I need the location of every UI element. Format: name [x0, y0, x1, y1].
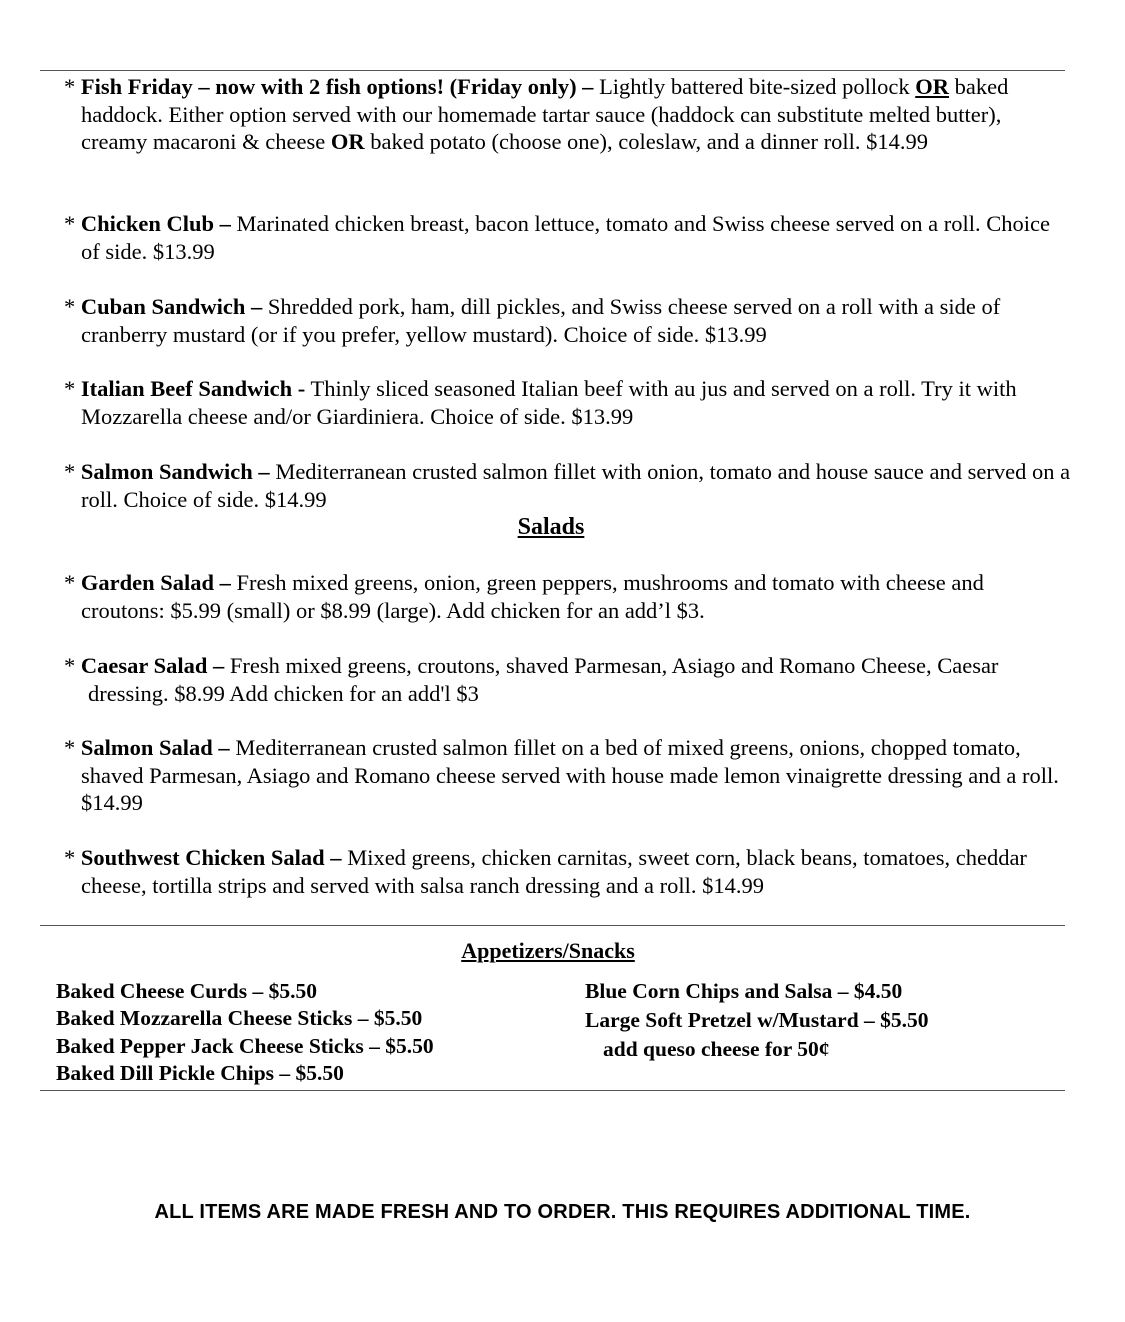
top-divider — [40, 70, 1065, 71]
appetizer-addon: add queso cheese for 50¢ — [603, 1037, 830, 1061]
item-name: Italian Beef Sandwich - — [80, 376, 306, 401]
menu-item-southwest-chicken-salad: * Southwest Chicken Salad – Mixed greens, chicken carnitas, sweet corn, black beans, tomatoes, cheddar cheese, tortilla strips and served with salsa ranch dressing and a roll. $14.99 — [64, 845, 1027, 898]
appetizer-item: Baked Dill Pickle Chips – $5.50 — [56, 1061, 344, 1085]
menu-item-garden-salad: * Garden Salad – Fresh mixed greens, onion, green peppers, mushrooms and tomato with cheese and croutons: $5.99 (small) or $8.99 (large). Add chicken for an add’l $3. — [64, 570, 984, 623]
menu-item-salmon-salad: * Salmon Salad – Mediterranean crusted salmon fillet on a bed of mixed greens, onions, chopped tomato, shaved Parmesan, Asiago and Romano cheese served with house made lemon vinaigrette dressing and a roll. $14.99 — [64, 735, 1059, 815]
menu-item-salmon-sandwich: * Salmon Sandwich – Mediterranean crusted salmon fillet with onion, tomato and house sauce and served on a roll. Choice of side. $14.99 — [64, 459, 1071, 512]
item-name: Chicken Club – — [80, 211, 231, 236]
item-description: Mediterranean crusted salmon fillet with onion, tomato and house sauce and served on a roll. Choice of side. $14.99 — [81, 459, 1071, 512]
appetizer-item: Baked Pepper Jack Cheese Sticks – $5.50 — [56, 1034, 434, 1058]
item-description: Shredded pork, ham, dill pickles, and Swiss cheese served on a roll with a side of cranberry mustard (or if you prefer, yellow mustard). Choice of side. $13.99 — [81, 294, 1001, 347]
item-name: Fish Friday – now with 2 fish options! (Friday only) – — [80, 74, 594, 99]
appetizers-top-divider — [40, 925, 1065, 926]
or-emphasis: OR — [915, 74, 949, 99]
item-name: Salmon Salad – — [80, 735, 230, 760]
menu-item-caesar-salad: * Caesar Salad – Fresh mixed greens, croutons, shaved Parmesan, Asiago and Romano Cheese, Caesar dressing. $8.99 Add chicken for an add'l $3 — [64, 653, 999, 706]
appetizer-item: Baked Mozzarella Cheese Sticks – $5.50 — [56, 1006, 423, 1030]
menu-item-chicken-club: * Chicken Club – Marinated chicken breast, bacon lettuce, tomato and Swiss cheese served on a roll. Choice of side. $13.99 — [64, 211, 1051, 264]
item-description: Fresh mixed greens, onion, green peppers, mushrooms and tomato with cheese and croutons: $5.99 (small) or $8.99 (large). Add chicken for an add’l $3. — [81, 570, 984, 623]
item-name: Cuban Sandwich – — [80, 294, 263, 319]
appetizers-heading: Appetizers/Snacks — [461, 938, 635, 963]
appetizer-item: Blue Corn Chips and Salsa – $4.50 — [585, 979, 903, 1003]
item-name: Southwest Chicken Salad – — [80, 845, 342, 870]
item-description: Thinly sliced seasoned Italian beef with au jus and served on a roll. Try it with Mozzarella cheese and/or Giardiniera. Choice of side. $13.99 — [81, 376, 1017, 429]
item-description: Fresh mixed greens, croutons, shaved Parmesan, Asiago and Romano Cheese, Caesar dressing. $8.99 Add chicken for an add'l $3 — [88, 653, 999, 706]
appetizers-bottom-divider — [40, 1090, 1065, 1091]
menu-item-cuban-sandwich: * Cuban Sandwich – Shredded pork, ham, dill pickles, and Swiss cheese served on a roll with a side of cranberry mustard (or if you prefer, yellow mustard). Choice of side. $13.99 — [64, 294, 1001, 347]
item-name: Garden Salad – — [80, 570, 231, 595]
salads-heading: Salads — [517, 514, 585, 540]
menu-item-fish-friday: * Fish Friday – now with 2 fish options! (Friday only) – Lightly battered bite-sized pollock OR baked haddock. Either option served with our homemade tartar sauce (haddock can substitute melted butter), creamy macaroni & cheese OR baked potato (choose one), coleslaw, and a dinner roll. $14.99 — [64, 74, 1009, 154]
appetizer-item: Baked Cheese Curds – $5.50 — [56, 979, 318, 1003]
item-description: Mediterranean crusted salmon fillet on a bed of mixed greens, onions, chopped tomato, shaved Parmesan, Asiago and Romano cheese served with house made lemon vinaigrette dressing and a roll. $14.99 — [81, 735, 1059, 815]
item-name: Salmon Sandwich – — [80, 459, 270, 484]
menu-item-italian-beef: * Italian Beef Sandwich - Thinly sliced seasoned Italian beef with au jus and served on a roll. Try it with Mozzarella cheese and/or Giardiniera. Choice of side. $13.99 — [64, 376, 1017, 429]
footer-notice: ALL ITEMS ARE MADE FRESH AND TO ORDER. THIS REQUIRES ADDITIONAL TIME. — [154, 1201, 971, 1223]
appetizer-item: Large Soft Pretzel w/Mustard – $5.50 — [585, 1008, 929, 1032]
item-description: Marinated chicken breast, bacon lettuce, tomato and Swiss cheese served on a roll. Choice of side. $13.99 — [81, 211, 1051, 264]
item-name: Caesar Salad – — [80, 653, 225, 678]
item-description: Mixed greens, chicken carnitas, sweet corn, black beans, tomatoes, cheddar cheese, tortilla strips and served with salsa ranch dressing and a roll. $14.99 — [81, 845, 1027, 898]
or-emphasis: OR — [330, 129, 365, 154]
